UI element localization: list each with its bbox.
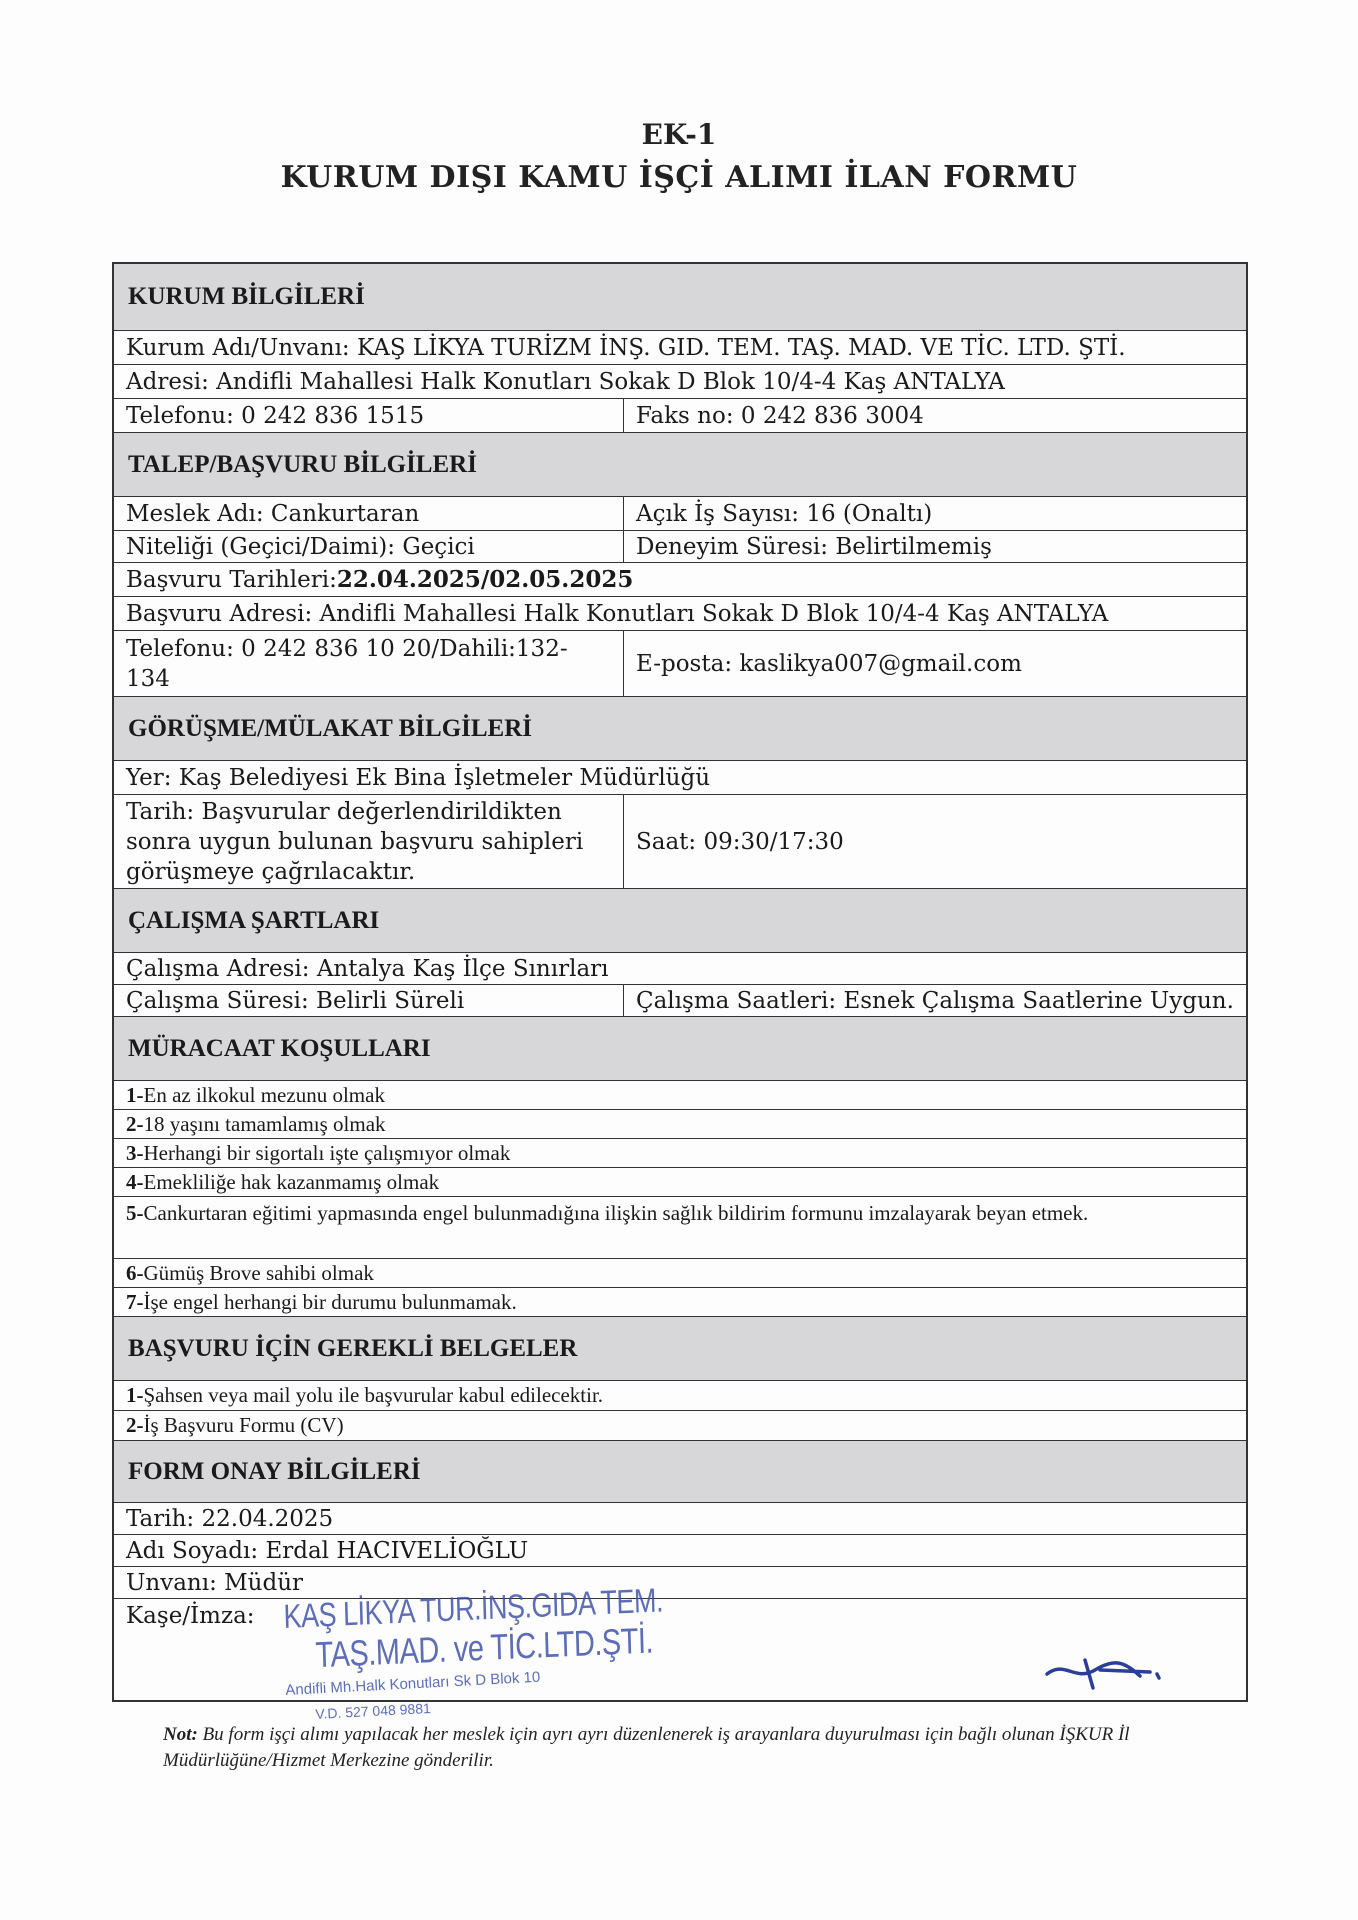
deneyim-suresi: Deneyim Süresi: Belirtilmemiş bbox=[636, 533, 992, 560]
basvuru-eposta: E-posta: kaslikya007@gmail.com bbox=[636, 650, 1022, 677]
list-item bbox=[114, 1380, 1246, 1410]
announcement-form bbox=[112, 262, 1248, 1702]
stamp-line: KAŞ LİKYA TUR.İNŞ.GIDA TEM. bbox=[283, 1581, 664, 1636]
footnote-label: Not: bbox=[163, 1724, 198, 1745]
item-text: İş Başvuru Formu (CV) bbox=[143, 1413, 344, 1437]
item-number: 2- bbox=[126, 1413, 144, 1437]
gorusme-tarih: Tarih: Başvurular değerlendirildikten sonra uygun bulunan başvuru sahipleri görüşmeye çağrılacaktır. bbox=[114, 795, 624, 888]
calisma-suresi: Çalışma Süresi: Belirli Süreli bbox=[114, 985, 624, 1016]
gorusme-tarih-row bbox=[114, 794, 1246, 888]
onay-adi-row bbox=[114, 1534, 1246, 1566]
item-text: İşe engel herhangi bir durumu bulunmamak. bbox=[143, 1289, 517, 1314]
item-text: Emekliliğe hak kazanmamış olmak bbox=[143, 1169, 440, 1194]
basvuru-tarih-row bbox=[114, 562, 1246, 596]
section-header-gorusme: GÖRÜŞME/MÜLAKAT BİLGİLERİ bbox=[114, 696, 1246, 760]
section-header-calisma: ÇALIŞMA ŞARTLARI bbox=[114, 888, 1246, 952]
onay-adi-soyadi: Adı Soyadı: Erdal HACIVELİOĞLU bbox=[126, 1537, 529, 1564]
list-item bbox=[114, 1167, 1246, 1196]
stamp-line: V.D. 527 048 9881 bbox=[315, 1699, 432, 1722]
niteligi: Niteliği (Geçici/Daimi): Geçici bbox=[114, 531, 624, 562]
list-item bbox=[114, 1138, 1246, 1167]
section-header-talep: TALEP/BAŞVURU BİLGİLERİ bbox=[114, 432, 1246, 496]
list-item bbox=[114, 1080, 1246, 1109]
item-text: Şahsen veya mail yolu ile başvurular kabul edilecektir. bbox=[143, 1383, 604, 1407]
onay-unvan-row bbox=[114, 1566, 1246, 1598]
gorusme-yer: Yer: Kaş Belediyesi Ek Bina İşletmeler Müdürlüğü bbox=[126, 764, 711, 791]
kurum-faks: Faks no: 0 242 836 3004 bbox=[636, 402, 924, 429]
basvuru-tarihleri bbox=[114, 563, 1246, 596]
footnote bbox=[163, 1722, 1213, 1774]
item-number: 7- bbox=[126, 1289, 144, 1314]
calisma-adres-row bbox=[114, 952, 1246, 984]
kurum-telefon: Telefonu: 0 242 836 1515 bbox=[114, 399, 624, 432]
item-number: 3- bbox=[126, 1140, 144, 1165]
kurum-adi: Kurum Adı/Unvanı: KAŞ LİKYA TURİZM İNŞ. GID. TEM. TAŞ. MAD. VE TİC. LTD. ŞTİ. bbox=[126, 334, 1126, 361]
section-header-belgeler: BAŞVURU İÇİN GEREKLİ BELGELER bbox=[114, 1316, 1246, 1380]
list-item bbox=[114, 1196, 1246, 1258]
item-number: 4- bbox=[126, 1169, 144, 1194]
item-number: 1- bbox=[126, 1082, 144, 1107]
list-item bbox=[114, 1258, 1246, 1287]
onay-tarih: Tarih: 22.04.2025 bbox=[126, 1505, 334, 1532]
list-item bbox=[114, 1410, 1246, 1440]
item-text: Gümüş Brove sahibi olmak bbox=[143, 1260, 374, 1285]
list-item bbox=[114, 1287, 1246, 1316]
form-title: KURUM DIŞI KAMU İŞÇİ ALIMI İLAN FORMU bbox=[280, 160, 1078, 195]
nitelik-row bbox=[114, 530, 1246, 562]
calisma-sure-row bbox=[114, 984, 1246, 1016]
stamp-line: TAŞ.MAD. ve TİC.LTD.ŞTİ. bbox=[315, 1621, 654, 1676]
gorusme-saat: Saat: 09:30/17:30 bbox=[636, 828, 844, 855]
item-text: Cankurtaran eğitimi yapmasında engel bulunmadığına ilişkin sağlık bildirim formunu imzalayarak beyan etmek. bbox=[143, 1201, 1089, 1225]
basvuru-adres-row bbox=[114, 596, 1246, 630]
item-text: Herhangi bir sigortalı işte çalışmıyor olmak bbox=[143, 1140, 511, 1165]
signature bbox=[1045, 1652, 1165, 1702]
basvuru-telefon: Telefonu: 0 242 836 10 20/Dahili:132-134 bbox=[114, 631, 624, 696]
calisma-saatleri: Çalışma Saatleri: Esnek Çalışma Saatlerine Uygun. bbox=[636, 987, 1234, 1014]
onay-tarih-row bbox=[114, 1502, 1246, 1534]
kurum-adres: Adresi: Andifli Mahallesi Halk Konutları Sokak D Blok 10/4-4 Kaş ANTALYA bbox=[126, 368, 1005, 395]
item-number: 6- bbox=[126, 1260, 144, 1285]
footnote-text: Bu form işçi alımı yapılacak her meslek için ayrı ayrı düzenlenerek iş arayanlara duyurulması için bağlı olunan İŞKUR İl Müdürlüğüne/Hizmet Merkezine gönderilir. bbox=[163, 1724, 1130, 1771]
acik-is-sayisi: Açık İş Sayısı: 16 (Onaltı) bbox=[636, 500, 933, 527]
onay-kase-imza: Kaşe/İmza: bbox=[126, 1603, 255, 1629]
kurum-adi-row bbox=[114, 330, 1246, 364]
onay-unvan: Unvanı: Müdür bbox=[126, 1569, 304, 1596]
section-header-muracaat: MÜRACAAT KOŞULLARI bbox=[114, 1016, 1246, 1080]
meslek-row bbox=[114, 496, 1246, 530]
meslek-adi: Meslek Adı: Cankurtaran bbox=[114, 497, 624, 530]
item-number: 1- bbox=[126, 1383, 144, 1407]
kurum-adres-row bbox=[114, 364, 1246, 398]
basvuru-tarih-label: Başvuru Tarihleri: bbox=[126, 566, 337, 593]
item-number: 5- bbox=[126, 1201, 144, 1225]
basvuru-adresi: Başvuru Adresi: Andifli Mahallesi Halk Konutları Sokak D Blok 10/4-4 Kaş ANTALYA bbox=[126, 600, 1109, 627]
gorusme-yer-row bbox=[114, 760, 1246, 794]
calisma-adresi: Çalışma Adresi: Antalya Kaş İlçe Sınırları bbox=[126, 955, 609, 982]
item-number: 2- bbox=[126, 1111, 144, 1136]
basvuru-contact-row bbox=[114, 630, 1246, 696]
annex-label: EK-1 bbox=[641, 118, 717, 151]
section-header-onay: FORM ONAY BİLGİLERİ bbox=[114, 1440, 1246, 1502]
stamp-line: Andifli Mh.Halk Konutları Sk D Blok 10 bbox=[285, 1668, 541, 1699]
item-text: 18 yaşını tamamlamış olmak bbox=[143, 1111, 386, 1136]
list-item bbox=[114, 1109, 1246, 1138]
section-header-kurum: KURUM BİLGİLERİ bbox=[114, 262, 1246, 330]
basvuru-tarih-value: 22.04.2025/02.05.2025 bbox=[336, 565, 634, 593]
kurum-contact-row bbox=[114, 398, 1246, 432]
item-text: En az ilkokul mezunu olmak bbox=[143, 1082, 385, 1107]
